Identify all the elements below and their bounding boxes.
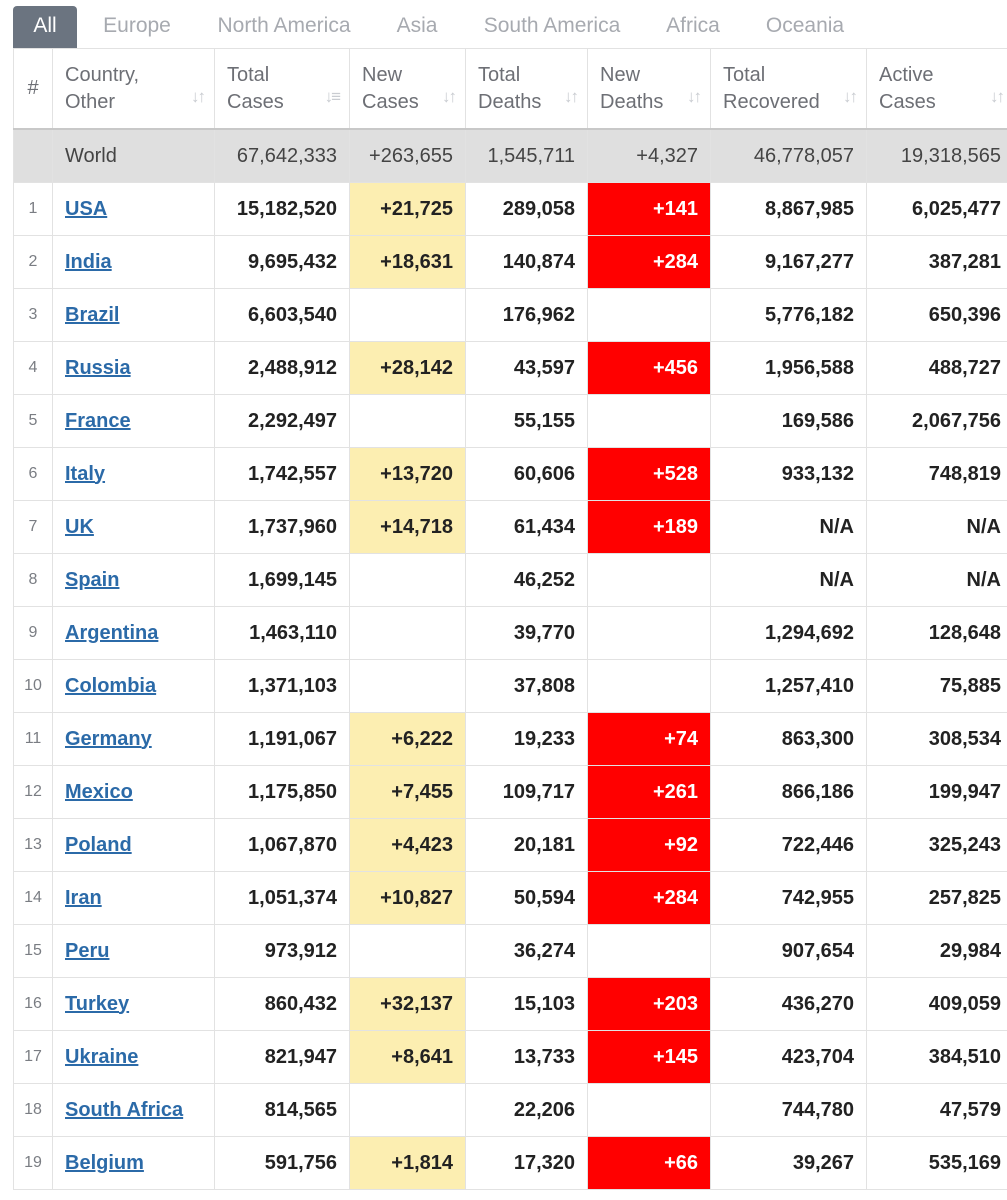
table-row — [14, 660, 1007, 713]
sort-icon: ↓↑ — [442, 87, 455, 106]
total-recovered-cell: 722,446 — [711, 819, 867, 872]
new-cases-cell — [350, 925, 466, 978]
new-deaths-cell — [588, 925, 711, 978]
active-cases-cell: 128,648 — [867, 607, 1007, 660]
sort-icon: ↓↑ — [843, 87, 856, 106]
country-link[interactable]: Poland — [65, 833, 132, 856]
sort-icon: ↓↑ — [990, 87, 1003, 106]
country-cell — [53, 1084, 215, 1137]
country-link[interactable]: Ukraine — [65, 1045, 139, 1068]
active-cases-cell: 75,885 — [867, 660, 1007, 713]
total-cases-cell: 1,191,067 — [215, 713, 350, 766]
new-deaths-cell: +189 — [588, 501, 711, 554]
country-link[interactable]: UK — [65, 515, 94, 538]
active-cases-cell: 384,510 — [867, 1031, 1007, 1084]
total-deaths-cell: 61,434 — [466, 501, 588, 554]
total-deaths-cell: 50,594 — [466, 872, 588, 925]
new-deaths-cell: +92 — [588, 819, 711, 872]
country-link[interactable]: Turkey — [65, 992, 130, 1015]
total-cases-cell: 6,603,540 — [215, 289, 350, 342]
country-cell — [53, 1031, 215, 1084]
table-row — [14, 872, 1007, 925]
active-cases-cell: 488,727 — [867, 342, 1007, 395]
total-cases-cell: 1,175,850 — [215, 766, 350, 819]
tab-europe[interactable]: Europe — [103, 14, 171, 37]
total-recovered-cell: 866,186 — [711, 766, 867, 819]
col-header-rank[interactable]: # — [14, 49, 53, 130]
world-label: World — [53, 129, 215, 183]
total-recovered-cell: 423,704 — [711, 1031, 867, 1084]
total-recovered-cell: N/A — [711, 501, 867, 554]
total-deaths-cell: 39,770 — [466, 607, 588, 660]
country-link[interactable]: South Africa — [65, 1098, 184, 1121]
new-deaths-cell: +284 — [588, 236, 711, 289]
new-cases-cell — [350, 660, 466, 713]
row-rank: 5 — [14, 395, 53, 448]
total-recovered-cell: 907,654 — [711, 925, 867, 978]
new-cases-cell: +1,814 — [350, 1137, 466, 1190]
total-deaths-cell: 289,058 — [466, 183, 588, 236]
row-rank: 2 — [14, 236, 53, 289]
new-deaths-cell: +456 — [588, 342, 711, 395]
total-recovered-cell: 863,300 — [711, 713, 867, 766]
new-cases-cell: +14,718 — [350, 501, 466, 554]
total-cases-cell: 1,051,374 — [215, 872, 350, 925]
row-rank: 9 — [14, 607, 53, 660]
total-deaths-cell: 22,206 — [466, 1084, 588, 1137]
country-cell — [53, 978, 215, 1031]
table-header — [14, 49, 1007, 130]
new-cases-cell: +28,142 — [350, 342, 466, 395]
country-link[interactable]: Italy — [65, 462, 106, 485]
row-rank: 13 — [14, 819, 53, 872]
col-header-new-deaths[interactable]: New Deaths ↓↑ — [588, 49, 711, 130]
country-cell — [53, 713, 215, 766]
total-deaths-cell: 46,252 — [466, 554, 588, 607]
total-cases-cell: 2,488,912 — [215, 342, 350, 395]
col-header-total-recovered[interactable]: Total Recovered ↓↑ — [711, 49, 867, 130]
table-row — [14, 236, 1007, 289]
country-cell — [53, 395, 215, 448]
country-link[interactable]: USA — [65, 197, 108, 220]
active-cases-cell: 2,067,756 — [867, 395, 1007, 448]
country-link[interactable]: Iran — [65, 886, 102, 909]
country-link[interactable]: Belgium — [65, 1151, 144, 1174]
total-cases-cell: 860,432 — [215, 978, 350, 1031]
row-rank: 16 — [14, 978, 53, 1031]
total-deaths-cell: 17,320 — [466, 1137, 588, 1190]
new-cases-cell: +6,222 — [350, 713, 466, 766]
row-rank: 4 — [14, 342, 53, 395]
row-rank: 8 — [14, 554, 53, 607]
country-cell — [53, 925, 215, 978]
sort-active-icon: ↓≡ — [324, 87, 339, 106]
country-cell — [53, 554, 215, 607]
col-header-total-deaths[interactable]: Total Deaths ↓↑ — [466, 49, 588, 130]
country-link[interactable]: India — [65, 250, 112, 273]
new-deaths-cell: +141 — [588, 183, 711, 236]
active-cases-cell: 257,825 — [867, 872, 1007, 925]
row-rank: 7 — [14, 501, 53, 554]
row-rank: 17 — [14, 1031, 53, 1084]
total-recovered-cell: 1,257,410 — [711, 660, 867, 713]
active-cases-cell: N/A — [867, 501, 1007, 554]
new-cases-cell — [350, 395, 466, 448]
total-cases-cell: 1,737,960 — [215, 501, 350, 554]
active-cases-cell: 6,025,477 — [867, 183, 1007, 236]
world-row: World 67,642,333 +263,655 1,545,711 +4,327 46,778,057 19,318,565 — [14, 129, 1007, 183]
total-deaths-cell: 140,874 — [466, 236, 588, 289]
new-deaths-cell: +203 — [588, 978, 711, 1031]
country-link[interactable]: Germany — [65, 727, 152, 750]
new-deaths-cell: +145 — [588, 1031, 711, 1084]
country-cell — [53, 448, 215, 501]
new-cases-cell: +21,725 — [350, 183, 466, 236]
col-header-total-cases[interactable]: Total Cases ↓≡ — [215, 49, 350, 130]
active-cases-cell: 387,281 — [867, 236, 1007, 289]
total-deaths-cell: 60,606 — [466, 448, 588, 501]
total-recovered-cell: 9,167,277 — [711, 236, 867, 289]
new-cases-cell — [350, 554, 466, 607]
new-deaths-cell — [588, 660, 711, 713]
total-deaths-cell: 20,181 — [466, 819, 588, 872]
active-cases-cell: N/A — [867, 554, 1007, 607]
total-cases-cell: 9,695,432 — [215, 236, 350, 289]
table-row — [14, 183, 1007, 236]
table-row — [14, 1084, 1007, 1137]
new-deaths-cell: +66 — [588, 1137, 711, 1190]
total-deaths-cell: 109,717 — [466, 766, 588, 819]
active-cases-cell: 325,243 — [867, 819, 1007, 872]
row-rank: 3 — [14, 289, 53, 342]
total-cases-cell: 1,371,103 — [215, 660, 350, 713]
table-row — [14, 1031, 1007, 1084]
total-deaths-cell: 43,597 — [466, 342, 588, 395]
total-deaths-cell: 55,155 — [466, 395, 588, 448]
table-row — [14, 448, 1007, 501]
active-cases-cell: 748,819 — [867, 448, 1007, 501]
country-link[interactable]: Mexico — [65, 780, 133, 803]
new-cases-cell: +13,720 — [350, 448, 466, 501]
active-cases-cell: 535,169 — [867, 1137, 1007, 1190]
new-deaths-cell: +284 — [588, 872, 711, 925]
col-header-new-cases[interactable]: New Cases ↓↑ — [350, 49, 466, 130]
total-deaths-cell: 19,233 — [466, 713, 588, 766]
table-row — [14, 607, 1007, 660]
new-deaths-cell: +74 — [588, 713, 711, 766]
row-rank: 19 — [14, 1137, 53, 1190]
table-row — [14, 925, 1007, 978]
row-rank: 18 — [14, 1084, 53, 1137]
row-rank: 1 — [14, 183, 53, 236]
total-cases-cell: 2,292,497 — [215, 395, 350, 448]
table-row — [14, 554, 1007, 607]
new-deaths-cell: +528 — [588, 448, 711, 501]
total-cases-cell: 15,182,520 — [215, 183, 350, 236]
tab-oceania[interactable]: Oceania — [765, 14, 845, 37]
tab-south-america[interactable]: South America — [483, 14, 621, 37]
country-link[interactable]: France — [65, 409, 131, 432]
new-cases-cell — [350, 607, 466, 660]
total-cases-cell: 814,565 — [215, 1084, 350, 1137]
sort-icon: ↓↑ — [687, 87, 700, 106]
new-deaths-cell — [588, 395, 711, 448]
total-deaths-cell: 13,733 — [466, 1031, 588, 1084]
new-deaths-cell — [588, 607, 711, 660]
new-cases-cell: +8,641 — [350, 1031, 466, 1084]
total-recovered-cell: 933,132 — [711, 448, 867, 501]
new-cases-cell — [350, 1084, 466, 1137]
row-rank: 12 — [14, 766, 53, 819]
col-header-active-cases[interactable]: Active Cases ↓↑ — [867, 49, 1007, 130]
row-rank: 14 — [14, 872, 53, 925]
total-cases-cell: 591,756 — [215, 1137, 350, 1190]
total-recovered-cell: 5,776,182 — [711, 289, 867, 342]
country-cell — [53, 236, 215, 289]
total-recovered-cell: 436,270 — [711, 978, 867, 1031]
new-deaths-cell — [588, 554, 711, 607]
table-row — [14, 395, 1007, 448]
total-cases-cell: 821,947 — [215, 1031, 350, 1084]
total-recovered-cell: 169,586 — [711, 395, 867, 448]
total-recovered-cell: 742,955 — [711, 872, 867, 925]
table-row — [14, 289, 1007, 342]
active-cases-cell: 650,396 — [867, 289, 1007, 342]
total-cases-cell: 1,463,110 — [215, 607, 350, 660]
row-rank: 11 — [14, 713, 53, 766]
sort-icon: ↓↑ — [191, 87, 204, 106]
table-row — [14, 1137, 1007, 1190]
tab-all[interactable]: All — [13, 6, 77, 48]
total-cases-cell: 973,912 — [215, 925, 350, 978]
covid-table — [13, 48, 1007, 1190]
country-link[interactable]: Colombia — [65, 674, 157, 697]
col-header-country[interactable]: Country, Other ↓↑ — [53, 49, 215, 130]
row-rank: 10 — [14, 660, 53, 713]
total-recovered-cell: 8,867,985 — [711, 183, 867, 236]
new-deaths-cell — [588, 1084, 711, 1137]
tab-africa[interactable]: Africa — [666, 14, 720, 37]
row-rank: 6 — [14, 448, 53, 501]
active-cases-cell: 308,534 — [867, 713, 1007, 766]
row-rank: 15 — [14, 925, 53, 978]
total-recovered-cell: 1,294,692 — [711, 607, 867, 660]
table-row — [14, 766, 1007, 819]
total-recovered-cell: N/A — [711, 554, 867, 607]
table-row — [14, 501, 1007, 554]
country-link[interactable]: Spain — [65, 568, 120, 591]
country-cell — [53, 342, 215, 395]
country-cell — [53, 819, 215, 872]
total-deaths-cell: 15,103 — [466, 978, 588, 1031]
total-recovered-cell: 1,956,588 — [711, 342, 867, 395]
new-cases-cell: +18,631 — [350, 236, 466, 289]
total-deaths-cell: 176,962 — [466, 289, 588, 342]
country-cell — [53, 289, 215, 342]
country-link[interactable]: Brazil — [65, 303, 120, 326]
country-cell — [53, 660, 215, 713]
new-deaths-cell — [588, 289, 711, 342]
total-cases-cell: 1,742,557 — [215, 448, 350, 501]
active-cases-cell: 47,579 — [867, 1084, 1007, 1137]
country-cell — [53, 183, 215, 236]
table-row — [14, 819, 1007, 872]
new-cases-cell: +10,827 — [350, 872, 466, 925]
new-deaths-cell: +261 — [588, 766, 711, 819]
total-recovered-cell: 39,267 — [711, 1137, 867, 1190]
active-cases-cell: 29,984 — [867, 925, 1007, 978]
country-link[interactable]: Peru — [65, 939, 110, 962]
tab-asia[interactable]: Asia — [396, 14, 438, 37]
total-cases-cell: 1,067,870 — [215, 819, 350, 872]
country-cell — [53, 501, 215, 554]
total-deaths-cell: 36,274 — [466, 925, 588, 978]
table-row — [14, 978, 1007, 1031]
table-row — [14, 342, 1007, 395]
new-cases-cell: +7,455 — [350, 766, 466, 819]
table-row — [14, 713, 1007, 766]
total-deaths-cell: 37,808 — [466, 660, 588, 713]
total-cases-cell: 1,699,145 — [215, 554, 350, 607]
new-cases-cell — [350, 289, 466, 342]
country-cell — [53, 607, 215, 660]
country-link[interactable]: Russia — [65, 356, 131, 379]
region-tabs — [0, 0, 1007, 48]
total-recovered-cell: 744,780 — [711, 1084, 867, 1137]
sort-icon: ↓↑ — [564, 87, 577, 106]
country-cell — [53, 766, 215, 819]
tab-north-america[interactable]: North America — [217, 14, 351, 37]
active-cases-cell: 199,947 — [867, 766, 1007, 819]
country-link[interactable]: Argentina — [65, 621, 159, 644]
country-cell — [53, 872, 215, 925]
new-cases-cell: +32,137 — [350, 978, 466, 1031]
country-cell — [53, 1137, 215, 1190]
new-cases-cell: +4,423 — [350, 819, 466, 872]
active-cases-cell: 409,059 — [867, 978, 1007, 1031]
